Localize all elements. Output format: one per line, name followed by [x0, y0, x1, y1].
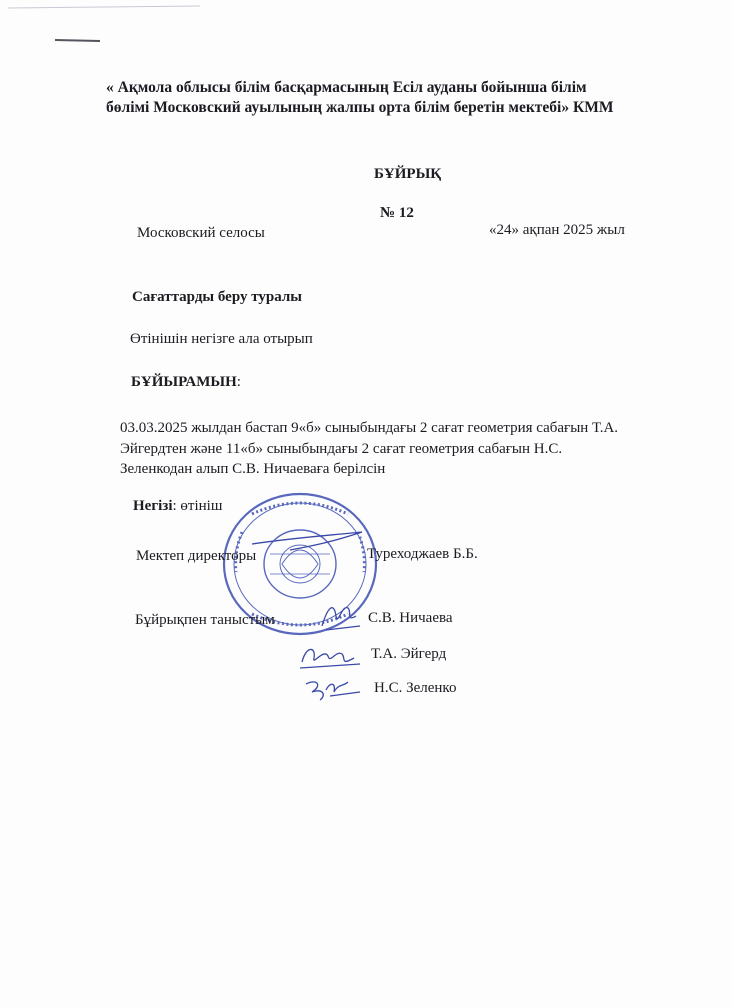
- order-number: № 12: [380, 205, 414, 221]
- organization-line-2: бөлімі Московский ауылының жалпы орта білім беретін мектебі» КММ: [106, 99, 614, 116]
- order-title: БҰЙРЫҚ: [374, 166, 442, 182]
- acknowledged-name-3: Н.С. Зеленко: [374, 680, 457, 696]
- scan-artifact-lines: [0, 0, 732, 60]
- signature-eygerd: [296, 640, 366, 674]
- director-title: Мектеп директоры: [136, 548, 257, 564]
- footer-basis-label: Негізі: [133, 498, 173, 514]
- signature-zelenko: [300, 674, 364, 704]
- order-date: «24» ақпан 2025 жыл: [489, 222, 625, 238]
- basis-intro: Өтінішін негізге ала отырып: [130, 331, 313, 347]
- order-place: Московский селосы: [137, 225, 265, 241]
- acknowledged-name-2: Т.А. Эйгерд: [371, 646, 447, 662]
- order-body: [120, 418, 618, 480]
- order-body-line-3: Зеленкодан алып С.В. Ничаеваға берілсін: [120, 461, 386, 477]
- director-name: Туреходжаев Б.Б.: [367, 546, 478, 562]
- organization-header: [106, 78, 613, 118]
- footer-basis-value: : өтініш: [172, 498, 223, 514]
- order-subject: Сағаттарды беру туралы: [132, 289, 302, 305]
- order-body-line-1: 03.03.2025 жылдан бастап 9«б» сыныбындағы 2 сағат геометрия сабағын Т.А.: [120, 420, 619, 436]
- command-colon: :: [236, 374, 241, 390]
- footer-basis: [133, 498, 222, 515]
- signature-nichaeva: [316, 596, 366, 636]
- acknowledged-label: Бұйрықпен таныстым: [135, 612, 275, 628]
- command-heading: [131, 374, 241, 391]
- order-body-line-2: Эйгердтен және 11«б» сыныбындағы 2 сағат геометрия сабағын Н.С.: [120, 440, 563, 457]
- acknowledged-name-1: С.В. Ничаева: [368, 610, 453, 626]
- command-label: БҰЙЫРАМЫН: [131, 374, 237, 390]
- organization-line-1: « Ақмола облысы білім басқармасының Есіл ауданы бойынша білім: [106, 79, 587, 96]
